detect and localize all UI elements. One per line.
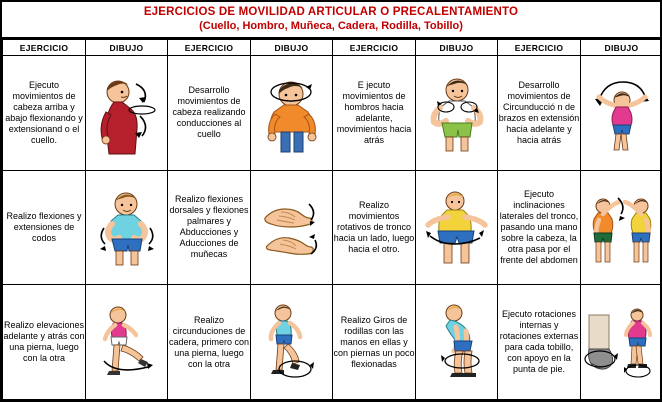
- drawing-hip-circumduction: [251, 285, 333, 400]
- page-title: [2, 2, 660, 39]
- title-line-2: (Cuello, Hombro, Muñeca, Cadera, Rodilla, Tobillo): [199, 20, 463, 32]
- exercise-text-c1-r2: Realizo flexiones y extensiones de codos: [3, 170, 86, 285]
- drawing-neck-circumduction: [251, 56, 333, 171]
- drawing-trunk-rotation: [416, 170, 498, 285]
- exercise-text-c2-r2: Realizo flexiones dorsales y flexiones palmares y Abducciones y Aducciones de muñecas: [168, 170, 251, 285]
- exercise-text-c4-r1: Desarrollo movimientos de Circunducció n de brazos en extensión hacia adelante y hacia atrás: [498, 56, 581, 171]
- drawing-lateral-trunk-bend: [581, 170, 662, 285]
- exercise-text-c2-r1: Desarrollo movimientos de cabeza realizando conducciones al cuello: [168, 56, 251, 171]
- header-drawing-1: DIBUJO: [86, 40, 168, 56]
- drawing-elbow-flexion-extension: [86, 170, 168, 285]
- header-exercise-3: EJERCICIO: [333, 40, 416, 56]
- drawing-wrist-flexion: [251, 170, 333, 285]
- exercise-text-c3-r1: E jecuto movimientos de hombros hacia adelante, movimientos hacia atrás: [333, 56, 416, 171]
- header-exercise-1: EJERCICIO: [3, 40, 86, 56]
- exercise-text-c4-r2: Ejecuto inclinaciones laterales del tronco, pasando una mano sobre la cabeza, la otra pasa por el frente del abdomen: [498, 170, 581, 285]
- header-exercise-2: EJERCICIO: [168, 40, 251, 56]
- exercise-text-c2-r3: Realizo circunduciones de cadera, primero con una pierna, luego con la otra: [168, 285, 251, 400]
- exercise-text-c1-r3: Realizo elevaciones adelante y atrás con una pierna, luego con la otra: [3, 285, 86, 400]
- drawing-ankle-rotation: [581, 285, 662, 400]
- drawing-neck-flexion-extension: [86, 56, 168, 171]
- table-header-row: [3, 40, 662, 56]
- header-drawing-4: DIBUJO: [581, 40, 662, 56]
- table-row: [3, 285, 662, 400]
- exercise-text-c3-r3: Realizo Giros de rodillas con las manos en ellas y con piernas un poco flexionadas: [333, 285, 416, 400]
- exercise-text-c4-r3: Ejecuto rotaciones internas y rotaciones externas para cada tobillo, con apoyo en la punta de pie.: [498, 285, 581, 400]
- drawing-leg-raise-front-back: [86, 285, 168, 400]
- table-row: [3, 56, 662, 171]
- exercise-table: [2, 39, 662, 400]
- header-exercise-4: EJERCICIO: [498, 40, 581, 56]
- drawing-arm-circumduction: [581, 56, 662, 171]
- exercise-text-c1-r1: Ejecuto movimientos de cabeza arriba y abajo flexionando y extensionand o el cuello.: [3, 56, 86, 171]
- header-drawing-3: DIBUJO: [416, 40, 498, 56]
- title-line-1: EJERCICIOS DE MOVILIDAD ARTICULAR O PRECALENTAMIENTO: [143, 6, 519, 18]
- exercise-text-c3-r2: Realizo movimientos rotativos de tronco hacia un lado, luego hacia el otro.: [333, 170, 416, 285]
- drawing-knee-rotation: [416, 285, 498, 400]
- drawing-shoulder-rotation: [416, 56, 498, 171]
- table-row: [3, 170, 662, 285]
- header-drawing-2: DIBUJO: [251, 40, 333, 56]
